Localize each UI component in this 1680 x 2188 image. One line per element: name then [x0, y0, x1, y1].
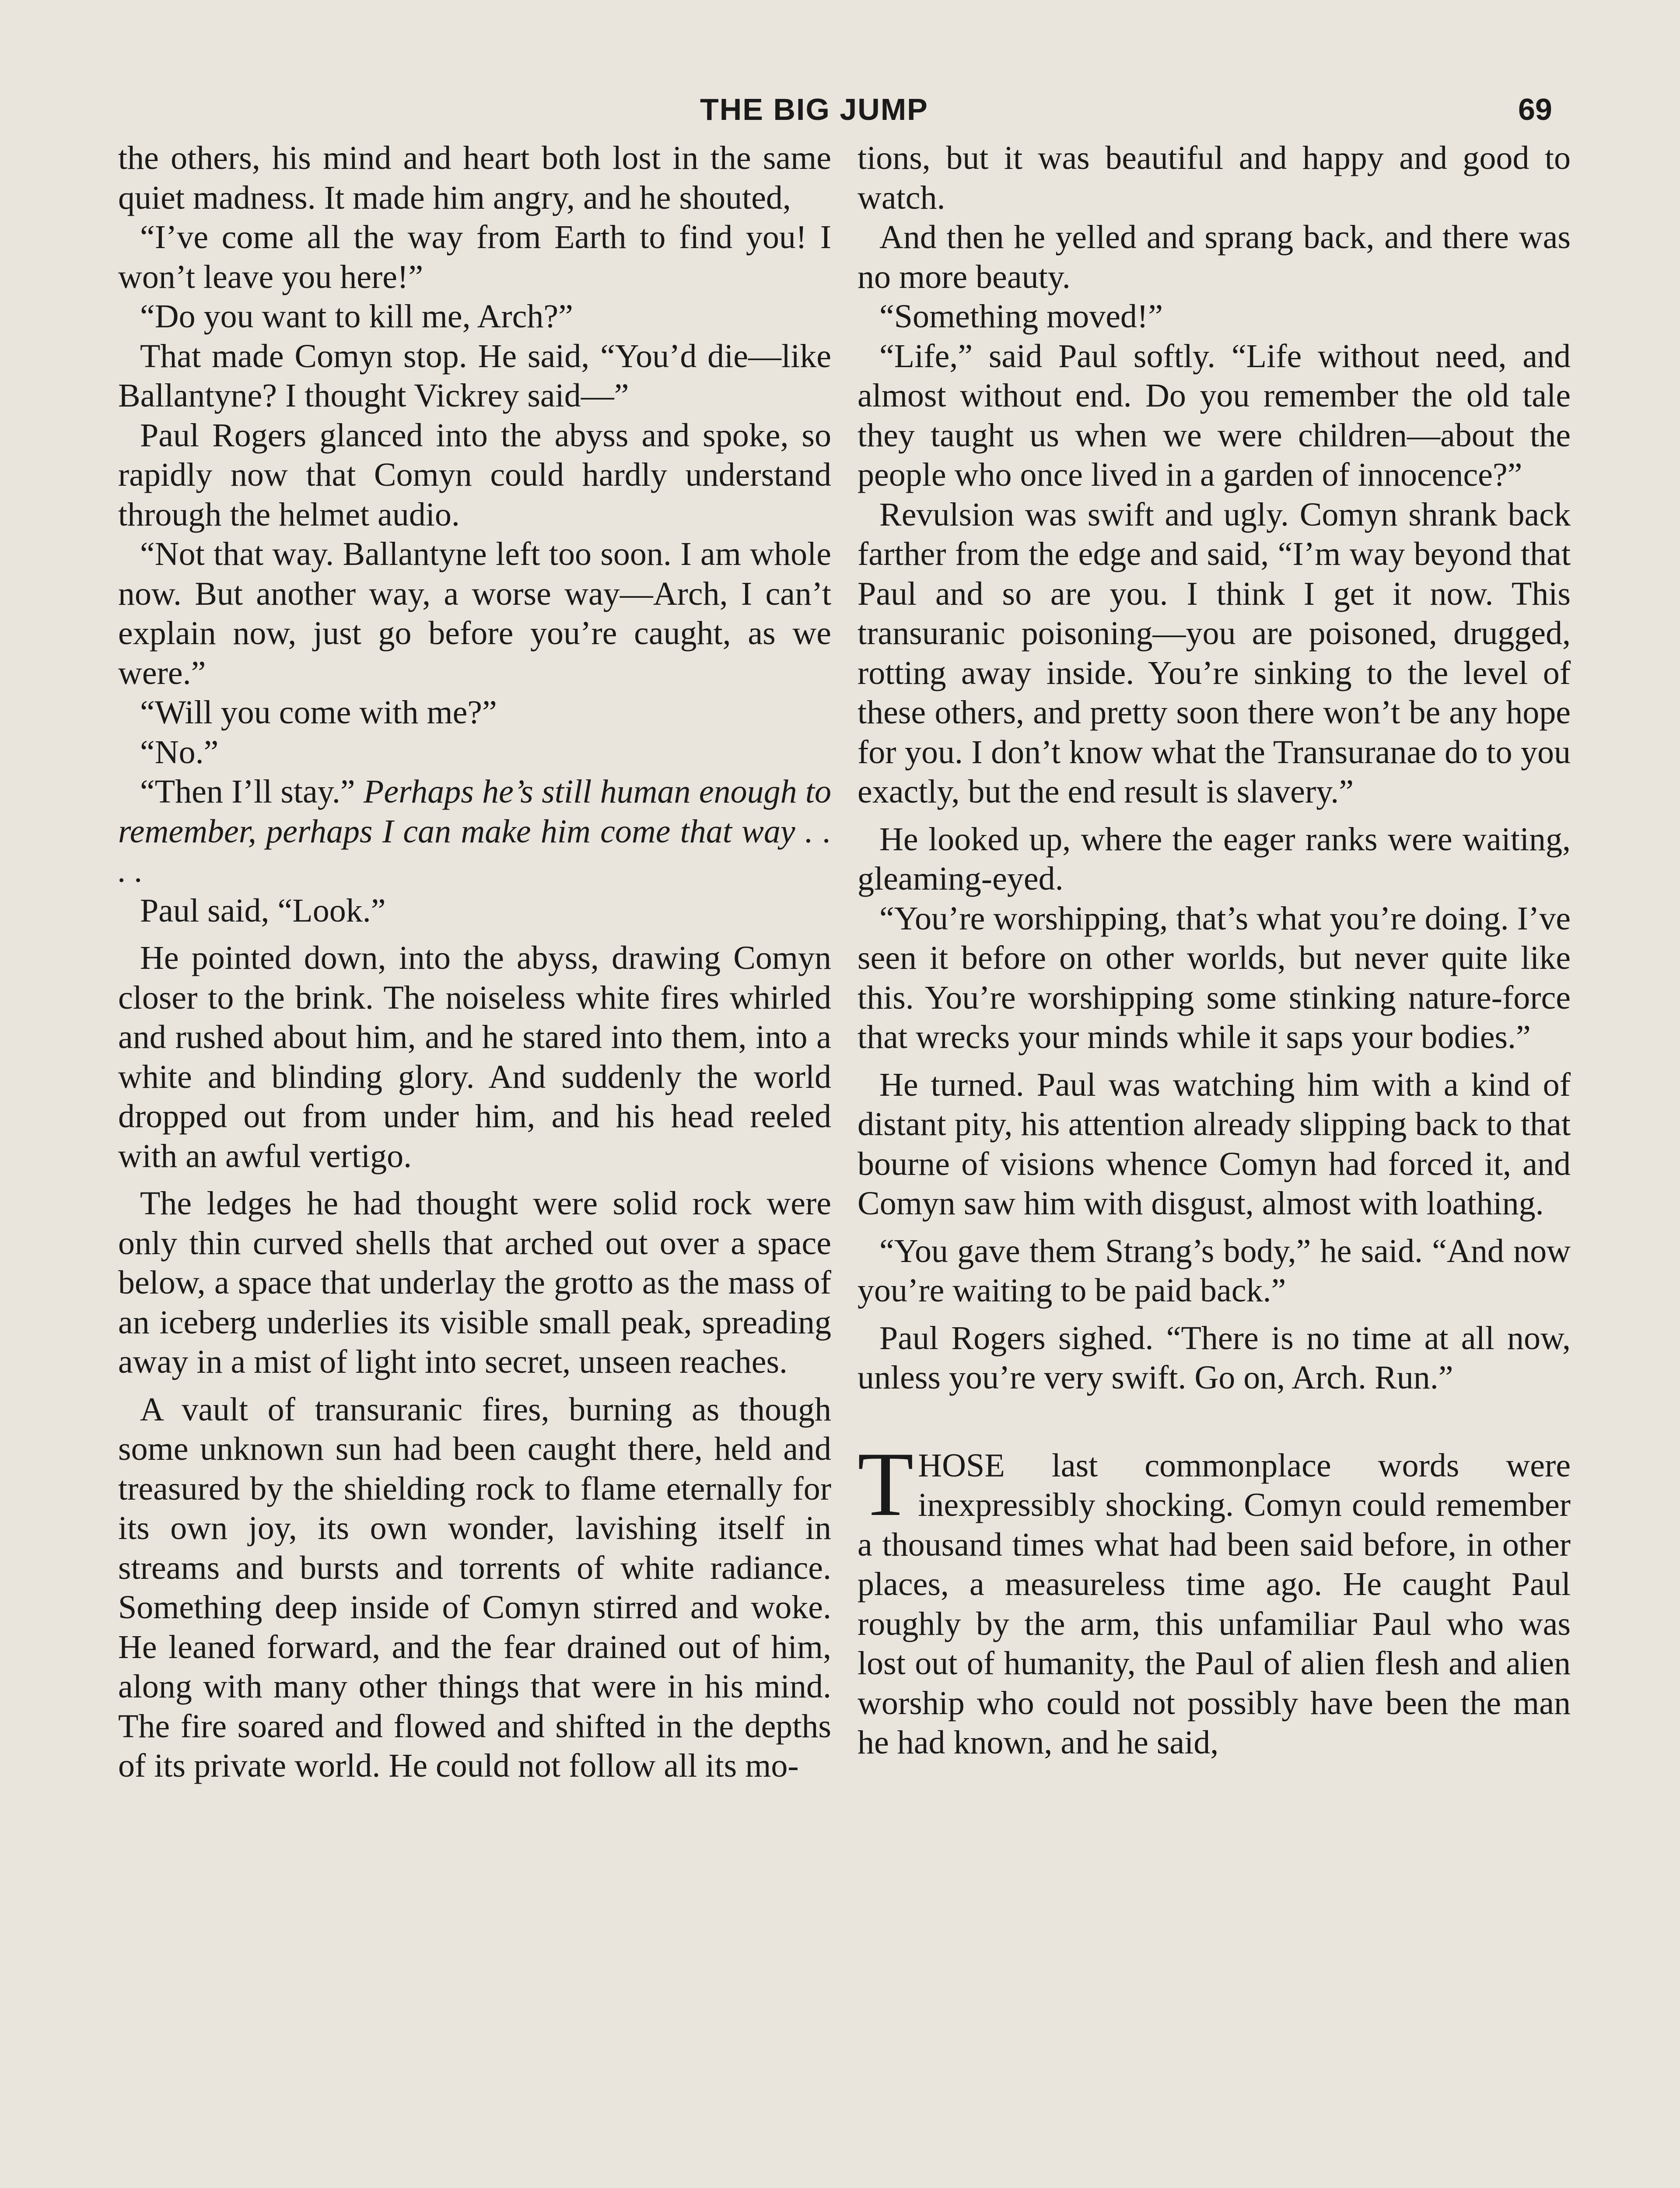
paragraph	[858, 1065, 1571, 1224]
paragraph-text: He turned. Paul was watching him with a kind of distant pity, his attention already slipping back to that bourne of visions whence Comyn had forced it, and Comyn saw him with disgust, almost with loathing.	[858, 1066, 1571, 1222]
paragraph-text: “Something moved!”	[879, 298, 1163, 335]
paragraph	[858, 138, 1571, 217]
paragraph-text: And then he yelled and sprang back, and there was no more beauty.	[858, 219, 1571, 295]
left-column	[118, 138, 831, 1786]
paragraph	[858, 297, 1571, 337]
paragraph-text: He pointed down, into the abyss, drawing Comyn closer to the brink. The noiseless white fires whirled and rushed about him, and he stared into them, into a white and blinding glory. And suddenly the world dropped out from under him, and his head reeled with an awful vertigo.	[118, 940, 831, 1175]
paragraph-text: Paul Rogers glanced into the abyss and spoke, so rapidly now that Comyn could hardly understand through the helmet audio.	[118, 417, 831, 533]
paragraph	[858, 820, 1571, 899]
paragraph	[118, 693, 831, 733]
paragraph	[118, 891, 831, 931]
paragraph	[858, 1231, 1571, 1311]
paragraph	[118, 138, 831, 217]
paragraph	[858, 217, 1571, 297]
paragraph	[118, 297, 831, 337]
paragraph	[118, 416, 831, 535]
paragraph-text: That made Comyn stop. He said, “You’d die—like Ballantyne? I thought Vickrey said—”	[118, 337, 831, 414]
paragraph-text: “You gave them Strang’s body,” he said. “And now you’re waiting to be paid back.”	[858, 1232, 1571, 1309]
paragraph-text: “Then I’ll stay.”	[140, 773, 355, 810]
paragraph	[118, 1390, 831, 1786]
paragraph-text: “Life,” said Paul softly. “Life without need, and almost without end. Do you remember the old tale they taught us when we were children—about the people who once lived in a garden of innocence?”	[858, 337, 1571, 493]
paragraph-text: tions, but it was beautiful and happy and good to watch.	[858, 140, 1571, 216]
paragraph	[858, 337, 1571, 495]
paragraph-text: “Not that way. Ballantyne left too soon. I am whole now. But another way, a worse way—Arch, I can’t explain now, just go before you’re caught, as we were.”	[118, 536, 831, 691]
paragraph	[858, 899, 1571, 1057]
paragraph	[118, 938, 831, 1176]
paragraph	[118, 534, 831, 693]
right-column	[858, 138, 1571, 1763]
italic-thought: Perhaps he’s still human enough to remember, perhaps I can make him come that way . . . .	[118, 773, 831, 889]
paragraph-text: “No.”	[140, 733, 219, 771]
paragraph-text: the others, his mind and heart both lost in the same quiet madness. It made him angry, and he shouted,	[118, 140, 831, 216]
paragraph-text: “You’re worshipping, that’s what you’re doing. I’ve seen it before on other worlds, but never quite like this. You’re worshipping some stinking nature-force that wrecks your minds while it saps your bodies.”	[858, 900, 1571, 1055]
paragraph	[118, 733, 831, 772]
paragraph-text: A vault of transuranic fires, burning as though some unknown sun had been caught there, held and treasured by the shielding rock to flame eternally for its own joy, its own wonder, lavishing itself in streams and bursts and torrents of white radiance. Something deep inside of Comyn stirred and woke. He leaned forward, and the fear drained out of him, along with many other things that were in his mind. The fire soared and flowed and shifted in the depths of its private world. He could not follow all its mo-	[118, 1391, 831, 1784]
running-title: THE BIG JUMP	[700, 92, 928, 126]
paragraph	[858, 495, 1571, 812]
paragraph-text: He looked up, where the eager ranks were waiting, gleaming-eyed.	[858, 820, 1571, 897]
paragraph-text: HOSE last commonplace words were inexpressibly shocking. Comyn could remember a thousand times what had been said before, in other places, a measureless time ago. He caught Paul roughly by the arm, this unfamiliar Paul who was lost out of humanity, the Paul of alien flesh and alien worship who could not possibly have been the man he had known, and he said,	[858, 1447, 1571, 1761]
paragraph-text: Paul said, “Look.”	[140, 892, 386, 929]
paragraph-text: “Will you come with me?”	[140, 694, 497, 731]
paragraph	[118, 772, 831, 891]
drop-cap: T	[858, 1433, 914, 1535]
paragraph-text: Revulsion was swift and ugly. Comyn shrank back farther from the edge and said, “I’m way beyond that Paul and so are you. I think I get it now. This transuranic poisoning—you are poisoned, drugged, rotting away inside. You’re sinking to the level of these others, and pretty soon there won’t be any hope for you. I don’t know what the Transuranae do to you exactly, but the end result is slavery.”	[858, 496, 1571, 810]
page-number: 69	[1518, 92, 1552, 126]
paragraph	[858, 1433, 1571, 1763]
paragraph	[118, 337, 831, 416]
paragraph	[858, 1318, 1571, 1398]
paragraph-text: “I’ve come all the way from Earth to find you! I won’t leave you here!”	[118, 219, 831, 295]
paragraph-text: Paul Rogers sighed. “There is no time at all now, unless you’re very swift. Go on, Arch. Run.”	[858, 1319, 1571, 1396]
page-header	[0, 92, 1680, 140]
paragraph	[118, 1184, 831, 1382]
paragraph-text: The ledges he had thought were solid rock were only thin curved shells that arched out over a space below, a space that underlay the grotto as the mass of an iceberg underlies its visible small peak, spreading away in a mist of light into secret, unseen reaches.	[118, 1185, 831, 1380]
paragraph-text: “Do you want to kill me, Arch?”	[140, 298, 573, 335]
paragraph	[118, 217, 831, 297]
